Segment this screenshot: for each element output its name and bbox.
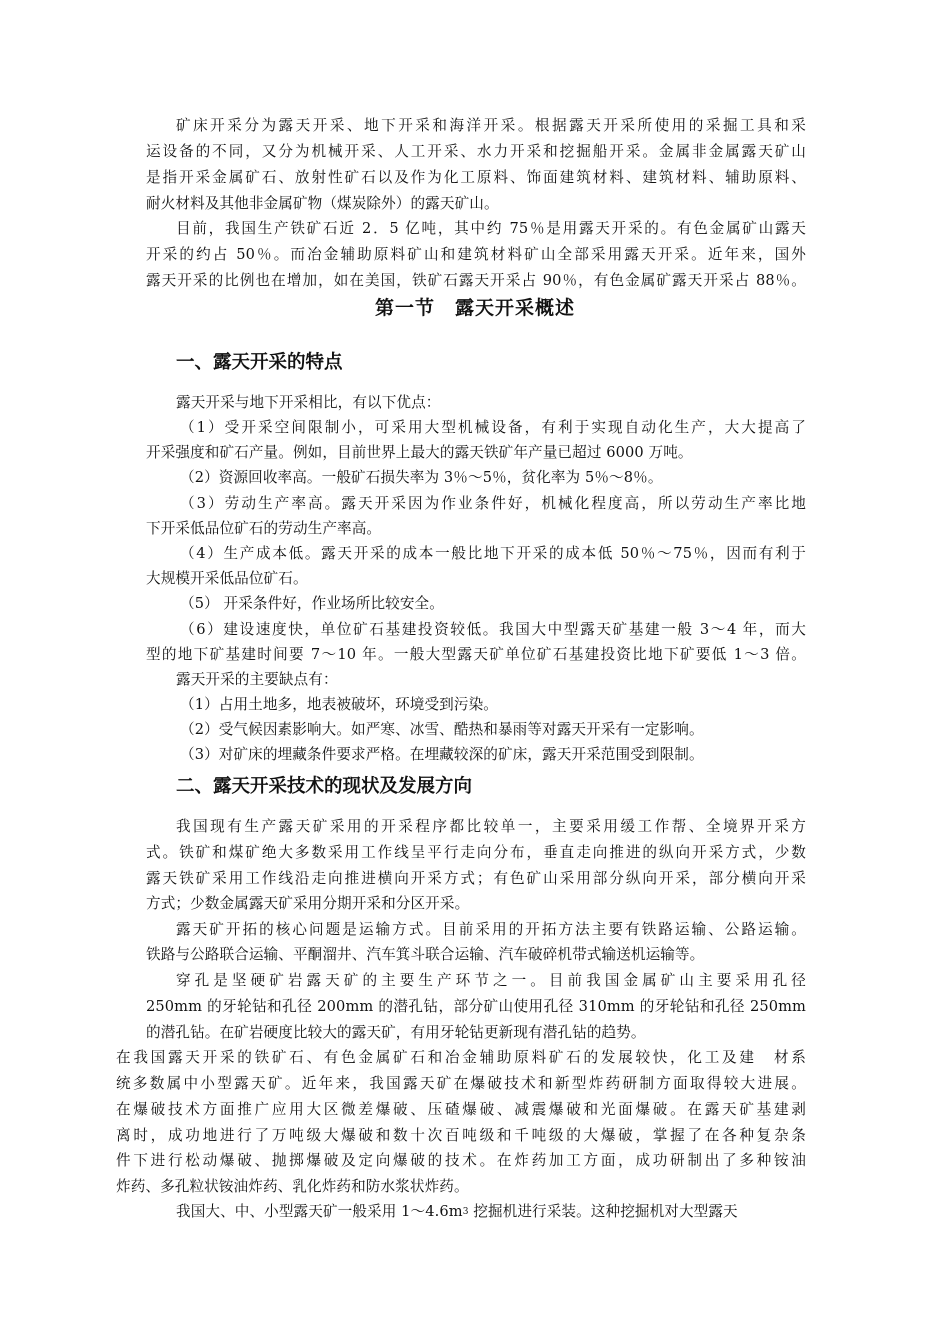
s2-line: 离时，成功地进行了万吨级大爆破和数十次百吨级和千吨级的大爆破，掌握了在各种复杂条 bbox=[116, 1127, 806, 1144]
s2-line: 统多数属中小型露天矿。近年来，我国露天矿在爆破技术和新型炸药研制方面取得较大进展。 bbox=[116, 1075, 806, 1092]
s2-line: 炸药、多孔粒状铵油炸药、乳化炸药和防水浆状炸药。 bbox=[116, 1178, 469, 1195]
s1-line: 型的地下矿基建时间要 7～10 年。一般大型露天矿单位矿石基建投资比地下矿要低 1～3 倍。 bbox=[146, 646, 806, 663]
s2-line: 在我国露天开采的铁矿石、有色金属矿石和冶金辅助原料矿石的发展较快，化工及建 材系 bbox=[116, 1049, 806, 1066]
s1-line: 露天开采与地下开采相比，有以下优点： bbox=[176, 394, 441, 411]
s1-line: （1）占用土地多，地表被破坏，环境受到污染。 bbox=[180, 696, 498, 713]
s2-line: 露天矿开拓的核心问题是运输方式。目前采用的开拓方法主要有铁路运输、公路运输。 bbox=[176, 921, 806, 938]
s1-line: 露天开采的主要缺点有： bbox=[176, 671, 338, 688]
s1-line: （1）受开采空间限制小，可采用大型机械设备，有利于实现自动化生产，大大提高了 bbox=[180, 419, 806, 436]
s1-line: （3）劳动生产率高。露天开采因为作业条件好，机械化程度高，所以劳动生产率比地 bbox=[180, 495, 806, 512]
s2-line: 方式；少数金属露天矿采用分期开采和分区开采。 bbox=[146, 895, 470, 912]
intro-p1-line2: 运设备的不同，又分为机械开采、人工开采、水力开采和挖掘船开采。金属非金属露天矿山 bbox=[146, 143, 806, 160]
s2-line: 穿孔是坚硬矿岩露天矿的主要生产环节之一。目前我国金属矿山主要采用孔径 bbox=[176, 972, 806, 989]
s1-line: 开采强度和矿石产量。例如，目前世界上最大的露天铁矿年产量已超过 6000 万吨。 bbox=[146, 444, 693, 461]
s2-line: 铁路与公路联合运输、平酮溜井、汽车箕斗联合运输、汽车破碎机带式输送机运输等。 bbox=[146, 946, 705, 963]
cubic-superscript: 3 bbox=[462, 1207, 469, 1217]
heading-status: 二、露天开采技术的现状及发展方向 bbox=[176, 776, 473, 797]
s2-line: 在爆破技术方面推广应用大区微差爆破、压碴爆破、减震爆破和光面爆破。在露天矿基建剥 bbox=[116, 1101, 806, 1118]
s1-line: （2）资源回收率高。一般矿石损失率为 3％～5％，贫化率为 5％～8％。 bbox=[180, 469, 663, 486]
s1-line: （4）生产成本低。露天开采的成本一般比地下开采的成本低 50％～75％，因而有利于 bbox=[180, 545, 806, 562]
intro-p2-line1: 目前，我国生产铁矿石近 2．5 亿吨，其中约 75％是用露天开采的。有色金属矿山露天 bbox=[176, 220, 806, 237]
intro-p2-line2: 开采的约占 50％。而冶金辅助原料矿山和建筑材料矿山全部采用露天开采。近年来，国外 bbox=[146, 246, 806, 263]
section-title: 第一节 露天开采概述 bbox=[374, 297, 575, 319]
s1-line: 大规模开采低品位矿石。 bbox=[146, 570, 308, 587]
s1-line: （6）建设速度快，单位矿石基建投资较低。我国大中型露天矿基建一般 3～4 年，而大 bbox=[180, 621, 806, 638]
s2-line: 件下进行松动爆破、抛掷爆破及定向爆破的技术。在炸药加工方面，成功研制出了多种铵油 bbox=[116, 1152, 806, 1169]
s2-last-line bbox=[176, 1202, 806, 1222]
s1-line: 下开采低品位矿石的劳动生产率高。 bbox=[146, 520, 382, 537]
s1-line: （3）对矿床的埋藏条件要求严格。在埋藏较深的矿床，露天开采范围受到限制。 bbox=[180, 746, 704, 763]
s2-last-line-a: 我国大、中、小型露天矿一般采用 1～4.6m bbox=[176, 1203, 463, 1220]
s1-line: （5） 开采条件好，作业场所比较安全。 bbox=[180, 595, 444, 612]
s2-last-line-b: 挖掘机进行采装。这种挖掘机对大型露天 bbox=[468, 1203, 738, 1220]
s2-line: 的潜孔钻。在矿岩硬度比较大的露天矿，有用牙轮钻更新现有潜孔钻的趋势。 bbox=[146, 1024, 646, 1041]
intro-p1-line1: 矿床开采分为露天开采、地下开采和海洋开采。根据露天开采所使用的采掘工具和采 bbox=[176, 117, 806, 134]
intro-p1-line3: 是指开采金属矿石、放射性矿石以及作为化工原料、饰面建筑材料、建筑材料、辅助原料、 bbox=[146, 169, 806, 186]
s1-line: （2）受气候因素影响大。如严寒、冰雪、酷热和暴雨等对露天开采有一定影响。 bbox=[180, 721, 704, 738]
s2-line: 露天铁矿采用工作线沿走向推进横向开采方式；有色矿山采用部分纵向开采，部分横向开采 bbox=[146, 870, 806, 887]
intro-p1-line4: 耐火材料及其他非金属矿物（煤炭除外）的露天矿山。 bbox=[146, 195, 499, 212]
heading-features: 一、露天开采的特点 bbox=[176, 352, 343, 373]
s2-line: 式。铁矿和煤矿绝大多数采用工作线呈平行走向分布，垂直走向推进的纵向开采方式，少数 bbox=[146, 844, 806, 861]
intro-p2-line3: 露天开采的比例也在增加，如在美国，铁矿石露天开采占 90％，有色金属矿露天开采占 88％。 bbox=[146, 272, 806, 289]
s2-line: 我国现有生产露天矿采用的开采程序都比较单一，主要采用缓工作帮、全境界开采方 bbox=[176, 818, 806, 835]
s2-line: 250mm 的牙轮钻和孔径 200mm 的潜孔钻，部分矿山使用孔径 310mm 的牙轮钻和孔径 250mm bbox=[146, 998, 806, 1015]
